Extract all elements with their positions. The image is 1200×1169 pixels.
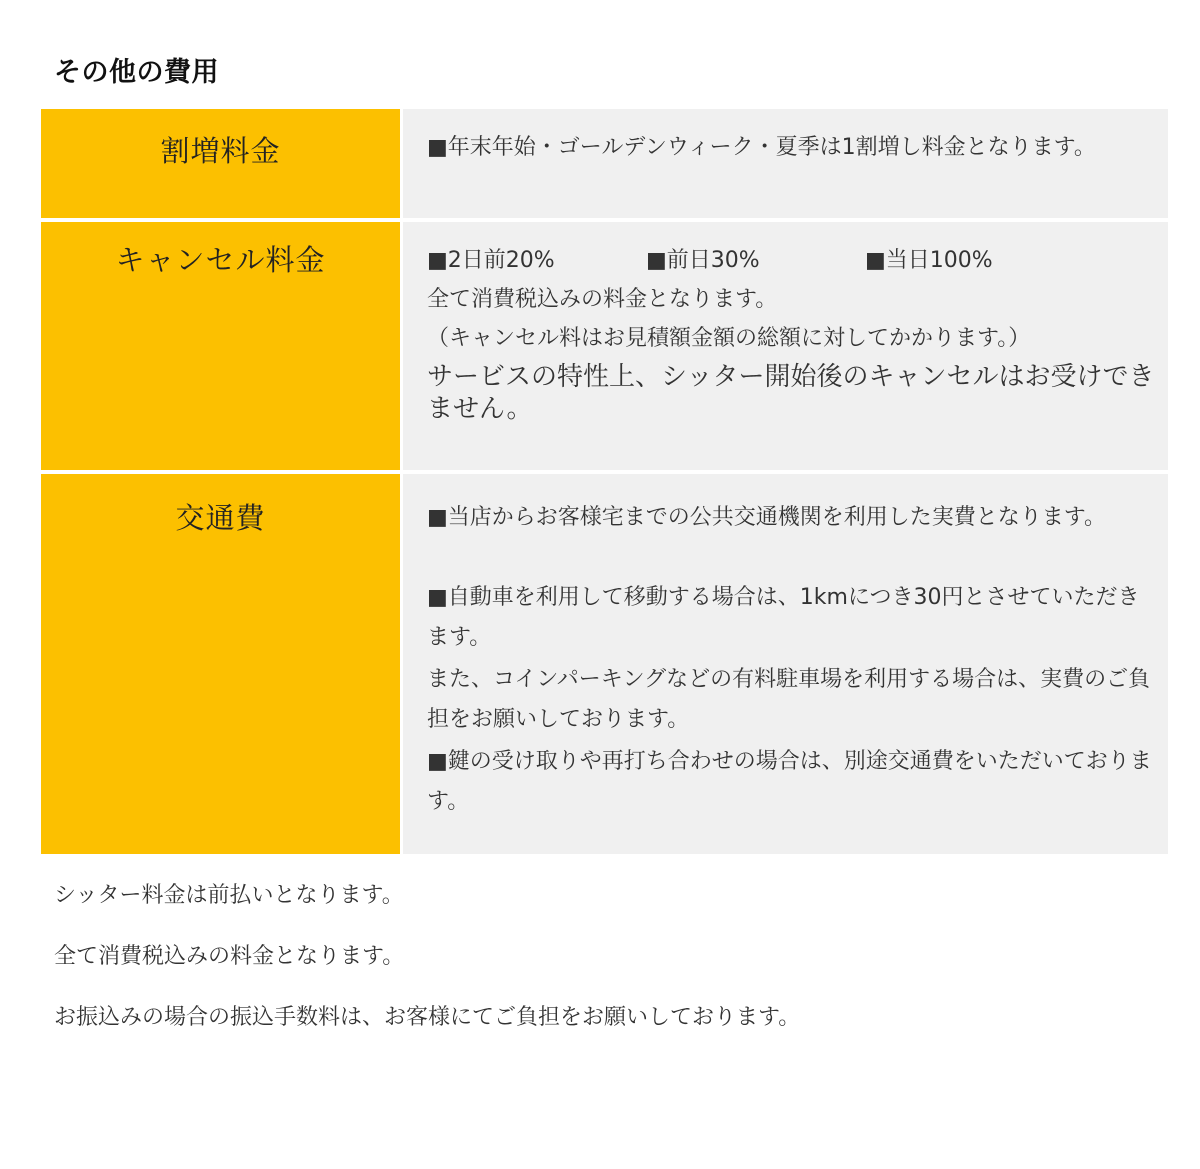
table-row-surcharge [41,109,1168,218]
table-row-cancellation [41,222,1168,470]
row-label: 交通費 [41,474,400,854]
row-content [403,474,1168,854]
content-line: また、コインパーキングなどの有料駐車場を利用する場合は、実費のご負担をお願いしております。 [427,667,1151,732]
content-line: サービスの特性上、シッター開始後のキャンセルはお受けできません。 [427,362,1155,424]
spacer [427,538,1158,578]
row-label: 割増料金 [41,109,400,218]
content-line: ■年末年始・ゴールデンウィーク・夏季は1割増し料金となります。 [427,135,1096,160]
notes [54,878,800,1061]
table-row-transport [41,474,1168,854]
content-line: ■当店からお客様宅までの公共交通機関を利用した実費となります。 [427,505,1107,530]
row-content [403,222,1168,470]
note-text: シッター料金は前払いとなります。 [54,883,404,908]
content-line: ■自動車を利用して移動する場合は、1kmにつき30円とさせていただきます。 [427,585,1140,650]
fee-table [41,109,1168,854]
cancellation-percentages [427,246,1158,277]
content-line: ■鍵の受け取りや再打ち合わせの場合は、別途交通費をいただいております。 [427,749,1152,814]
row-label: キャンセル料金 [41,222,400,470]
row-content [403,109,1168,218]
note-text: お振込みの場合の振込手数料は、お客様にてご負担をお願いしております。 [54,1005,801,1030]
note-text: 全て消費税込みの料金となります。 [54,944,405,969]
content-line: 全て消費税込みの料金となります。 [427,286,778,312]
page-title: その他の費用 [54,57,219,88]
percentage-item: ■2日前20% [427,248,555,273]
content-line: （キャンセル料はお見積額金額の総額に対してかかります。） [427,325,1031,351]
percentage-item: ■当日100% [865,248,993,273]
percentage-item: ■前日30% [646,248,760,273]
